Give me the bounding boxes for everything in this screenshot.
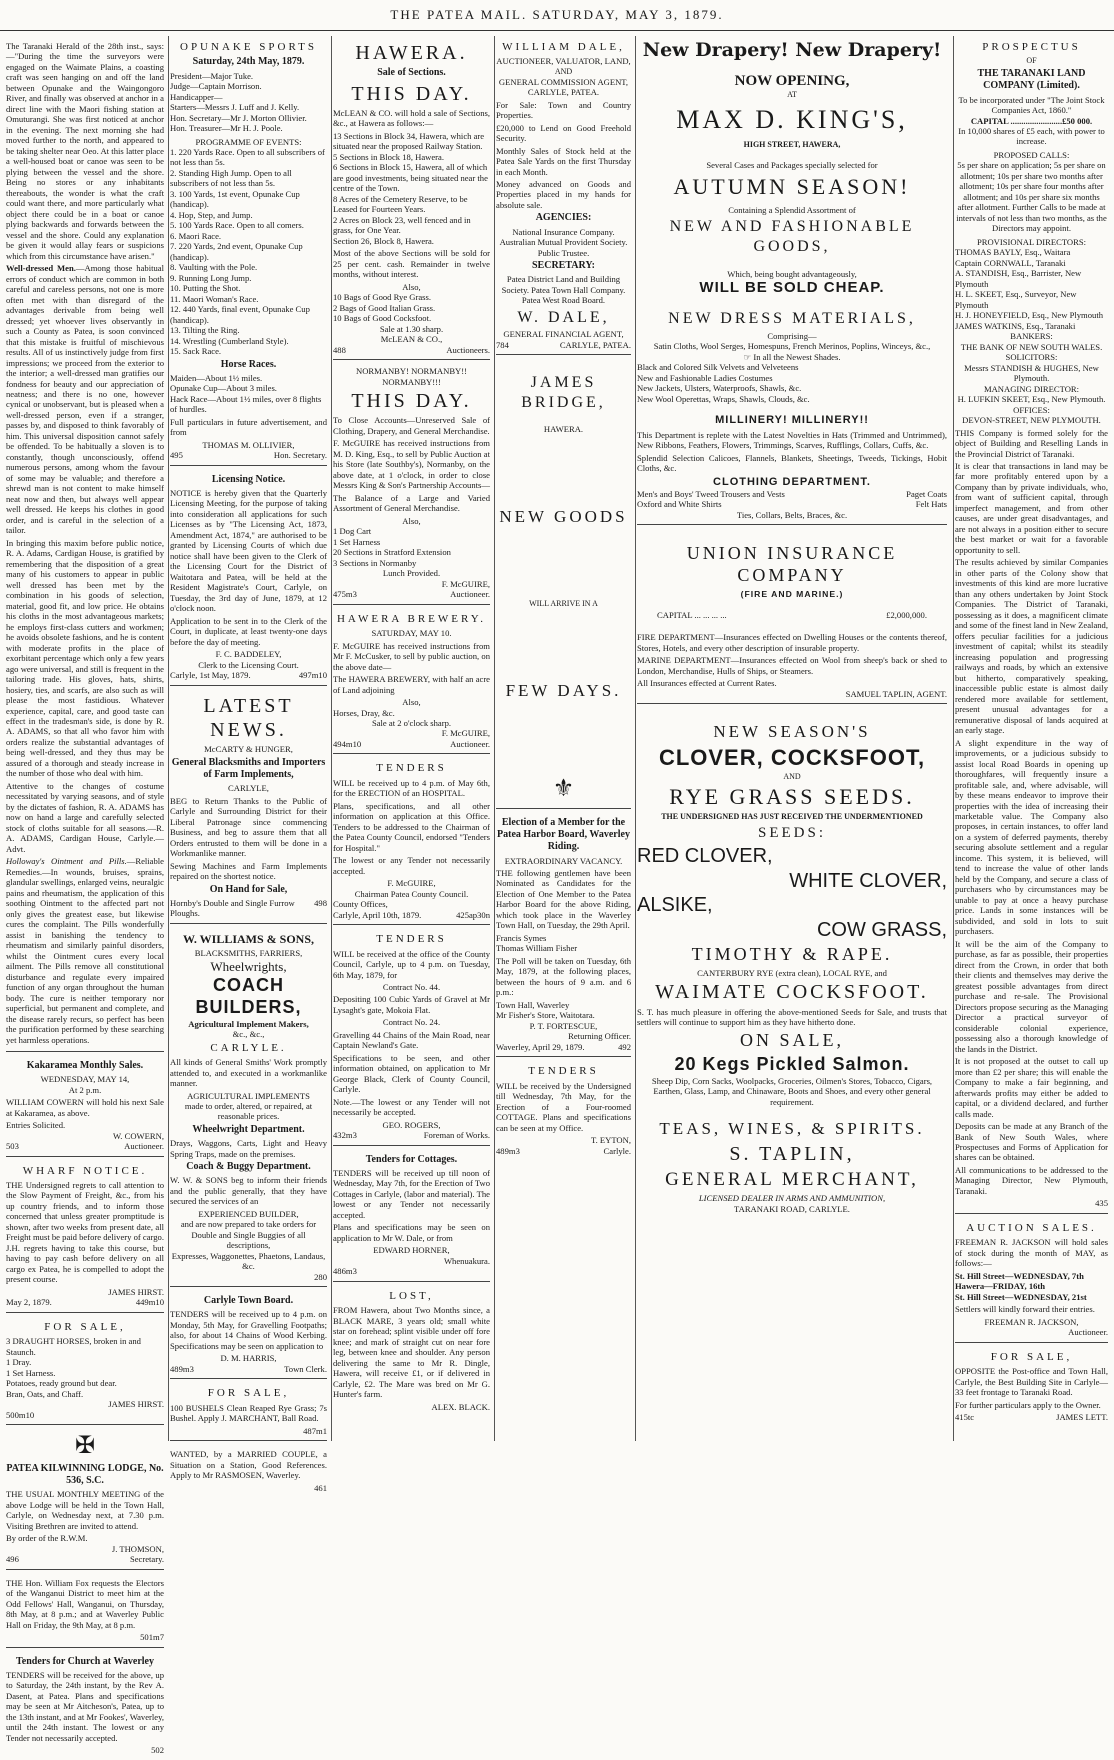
- hawera-brewery-ad: HAWERA BREWERY. SATURDAY, MAY 10. F. McGUIRE has received instructions from Mr F. McCusker, to sell by public auction, on the above date— The HAWERA BREWERY, with half an acre of Land adjoining Also, Horses, Dray, &c. Sale at 2 o'clock sharp. F. McGUIRE, 494m10 Auctioneer.: [333, 608, 490, 755]
- list-item: 3 DRAUGHT HORSES, broken in and Staunch.: [6, 1336, 141, 1357]
- kakaramea-sales-ad: Kakaramea Monthly Sales. WEDNESDAY, MAY 14, At 2 p.m. WILLIAM COWERN will hold his next Sale at Kakaramea, as above. Entries Solicited. W. COWERN, 503 Auctioneer.: [6, 1055, 164, 1157]
- ad-title: FOR SALE,: [207, 1387, 290, 1400]
- list-item: 1 Set Harness.: [6, 1367, 56, 1378]
- list-item: Starters—Messrs J. Luff and J. Kelly.: [170, 102, 300, 113]
- list-item: 7. 220 Yards, 2nd event, Opunake Cup (handicap).: [170, 241, 303, 262]
- ad-title: Tenders for Cottages.: [365, 1153, 458, 1165]
- column-6: [955, 36, 1108, 1441]
- list-item: 3 Sections in Normanby: [333, 557, 417, 568]
- list-item: Francis Symes: [496, 932, 547, 943]
- column-5: [637, 36, 954, 1441]
- william-dale-ad: WILLIAM DALE, AUCTIONEER, VALUATOR, LAND, AND GENERAL COMMISSION AGENT, CARLYLE, PATEA. For Sale: Town and Country Properties. £20,000 to Lend on Good Freehold Security. Monthly Sales of Stock held at the Patea Sale Yards on the first Thursday in each Month. Money advanced on Goods and Properties placed in my hands for absolute sale. AGENCIES: National Insurance Company. Australian Mutual Provident Society. Public Trustee. SECRETARY: Patea District Land and Building Society. Patea Town Hall Company. Patea West Road Board. W. DALE, GENERAL FINANCIAL AGENT, 784 CARLYLE, PATEA.: [496, 36, 631, 355]
- list-item: 12. 440 Yards, final event, Opunake Cup (handicap).: [170, 304, 310, 325]
- wanted-ad: WANTED, by a MARRIED COUPLE, a Situation on a Station, Good References. Apply to Mr RASMOSEN, Waverley. 461: [170, 1449, 327, 1493]
- list-item: Maiden—About 1½ miles.: [170, 372, 263, 383]
- list-item: Mr Fisher's Store, Waitotara.: [496, 1010, 595, 1021]
- sale-items: [6, 1336, 164, 1399]
- list-item: 1 Dog Cart: [333, 526, 372, 537]
- list-item: 2 Bags of Good Italian Grass.: [333, 302, 436, 313]
- list-item: 20 Sections in Stratford Extension: [333, 547, 451, 558]
- taplin-seeds-ad: NEW SEASON'S CLOVER, COCKSFOOT, AND RYE GRASS SEEDS. THE UNDERSIGNED HAS JUST RECEIVED THE UNDERMENTIONED SEEDS: RED CLOVER, WHITE CLOVER, ALSIKE, COW GRASS, TIMOTHY & RAPE. CANTERBURY RYE (extra clean), LOCAL RYE, and WAIMATE COCKSFOOT. S. T. has much pleasure in offering the above-mentioned Seeds for Sale, and trusts that settlers will continue to support him as they have hitherto done. ON SALE, 20 Kegs Pickled Salmon. Sheep Dip, Corn Sacks, Woolpacks, Groceries, Oilmen's Stores, Tobacco, Cigars, Earthen, Glass, Lamp, and Chinaware, Boots and Shoes, and every other general requirement. TEAS, WINES, & SPIRITS. S. TAPLIN, GENERAL MERCHANT, LICENSED DEALER IN ARMS AND AMMUNITION, TARANAKI ROAD, CARLYLE.: [637, 722, 947, 1214]
- max-king-drapery-ad: New Drapery! New Drapery! NOW OPENING, AT MAX D. KING'S, HIGH STREET, HAWERA, Several Cases and Packages specially selected for AUTUMN SEASON! Containing a Splendid Assortment of NEW AND FASHIONABLE GOODS, Which, being bought advantageously, WILL BE SOLD CHEAP. NEW DRESS MATERIALS, Comprising— Satin Cloths, Wool Serges, Homespuns, French Merinos, Poplins, Winceys, &c., ☞ In all the Newest Shades. Black and Colored Silk Velvets and Velveteens New and Fashionable Ladies Costumes New Jackets, Ulsters, Waterproofs, Shawls, &c. New Wool Operettas, Wraps, Shawls, Clouds, &c. MILLINERY! MILLINERY!! This Department is replete with the Latest Novelties in Hats (Trimmed and Untrimmed), New Ribbons, Feathers, Flowers, Trimmings, Scarves, Rufflings, Collars, Cuffs, &c. Splendid Selection Calicoes, Flannels, Blankets, Sheetings, Tweeds, Tickings, Hobit Cloths, &c. CLOTHING DEPARTMENT. Men's and Boys' Tweed Trousers and Vests Paget Coats Oxford and White Shirts Felt Hats Ties, Collars, Belts, Braces, &c.: [637, 36, 947, 525]
- list-item: 13 Sections in Block 34, Hawera, which are situated near the proposed Railway Station.: [333, 130, 485, 152]
- list-item: New Wool Operettas, Wraps, Shawls, Clouds, &c.: [637, 393, 810, 404]
- ad-title: UNION INSURANCE COMPANY: [686, 543, 898, 586]
- james-bridge-ad: JAMES BRIDGE, HAWERA. NEW GOODS WILL ARRIVE IN A FEW DAYS. ⚜: [496, 358, 631, 809]
- rye-grass-sale-ad: FOR SALE, 100 BUSHELS Clean Reaped Rye Grass; 7s Bushel. Apply J. MARCHANT, Ball Road. 487m1: [170, 1382, 327, 1441]
- horse-races-list: [170, 373, 327, 415]
- column-3: [333, 36, 495, 1441]
- ad-title: HAWERA BREWERY.: [336, 612, 487, 625]
- news-paragraph: Attentive to the changes of costume necessitated by varying seasons, and of style by the dictates of fashion, R. A. ADAMS has now on hand a large and carefully selected stock of cloths suitable for all seasons.—R. A. ADAMS, Cardigan House, Carlyle.—Advt.: [6, 780, 164, 854]
- list-item: 13. Tilting the Ring.: [170, 325, 240, 336]
- cottages-tenders-ad: Tenders for Cottages. TENDERS will be received up till noon of Wednesday, May 7th, for the Erection of Two Cottages in Carlyle, (labor and material). The lowest or any Tender not necessarily accepted. Plans and specifications may be seen on application to Mr W. Dale, or from EDWARD HORNER, Whenuakura. 486m3: [333, 1149, 490, 1282]
- list-item: President—Major Tuke.: [170, 70, 254, 81]
- ad-title: WILLIAM DALE,: [502, 41, 625, 53]
- ad-title: JAMES BRIDGE,: [521, 374, 606, 411]
- ad-title: Election of a Member for the Patea Harbor Board, Waverley Riding.: [497, 816, 630, 853]
- church-tenders-ad: Tenders for Church at Waverley TENDERS will be received for the above, up to Saturday, the 24th instant, by the Rev A. Dasent, at Patea. Plans and specifications may be seen at Mr Aitcheson's, Patea, up to the 13th instant, and at Mr Fookes', Waverley, until the 24th instant. The lowest or any Tender not necessarily accepted. 502: [6, 1655, 164, 1756]
- gravel-tenders-ad: TENDERS WILL be received at the office of the County Council, Carlyle, up to 4 p.m. on Tuesday, 6th May, 1879, for Contract No. 44. Depositing 100 Cubic Yards of Gravel at Mr Lysaght's gate, Mokoia Flat. Contract No. 24. Gravelling 44 Chains of the Main Road, near Captain Newland's Gate. Specifications to be seen, and other information obtained, on application to Mr George Black, Clerk of County Council, Carlyle. Note.—The lowest or any Tender will not necessarily be accepted. GEO. ROGERS, 432m3 Foreman of Works.: [333, 928, 490, 1146]
- union-insurance-ad: UNION INSURANCE COMPANY (FIRE AND MARINE.) CAPITAL ... ... ... ... £2,000,000. FIRE DEPARTMENT—Insurances effected on Dwelling Houses or the contents thereof, Stores, Hotels, and every other description of insurable property. MARINE DEPARTMENT—Insurances effected on Wool from sheep's back or shed to London, Merchandise, Hulls of Ships, or Steamers. All Insurances effected at Current Rates. SAMUEL TAPLIN, AGENT.: [637, 528, 947, 704]
- fox-notice-ad: THE Hon. William Fox requests the Electors of the Wanganui District to meet him at the Odd Fellows' Hall, Wanganui, on Thursday, 8th May, at 8 p.m.; and at Waverley Public Hall on Friday, the 9th May, at 8 p.m. 501m7: [6, 1573, 164, 1648]
- list-item: 1 Set Harness: [333, 536, 381, 547]
- licensing-notice-ad: Licensing Notice. NOTICE is hereby given that the Quarterly Licensing Meeting, for the purpose of taking into consideration all applications for such Licenses as by "The Licensing Act, 1873, Amendment Act, 1874," are authorised to be granted by Licensing Courts of which due notice shall have been given to the Clerk of the Licensing Court for the District of Waitotara and Patea, will be held at the Resident Magistrate's Court, Carlyle, on Tuesday, the 3rd day of June, 1879, at 12 o'clock noon. Application to be sent in to the Clerk of the Court, in duplicate, at least twenty-one days before the day of meeting. F. C. BADDELEY, Clerk to the Licensing Court. Carlyle, 1st May, 1879. 497m10: [170, 469, 327, 686]
- list-item: H. J. HONEYFIELD, Esq., New Plymouth: [955, 310, 1103, 321]
- ad-title: New Drapery! New Drapery!: [642, 39, 942, 61]
- harbor-board-election-ad: Election of a Member for the Patea Harbor Board, Waverley Riding. EXTRAORDINARY VACANCY. THE following gentlemen have been Nominated as Candidates for the Election of One Member to the Patea Harbor Board for the above Riding, which took place in the Waverley Town Hall, on Tuesday, the 29th April. Francis Symes Thomas William Fisher The Poll will be taken on Tuesday, 6th May, 1879, at the following places, between the hours of 9 a.m. and 6 p.m.: Town Hall, Waverley Mr Fisher's Store, Waitotara. P. T. FORTESCUE, Returning Officer. Waverley, April 29, 1879. 492: [496, 812, 631, 1057]
- dress-items-list: [637, 362, 947, 404]
- shield-emblem-icon: ⚜: [552, 775, 575, 802]
- list-item: Potatoes, ready ground but dear.: [6, 1378, 117, 1389]
- list-item: Hack Race—About 1½ miles, over 8 flights of hurdles.: [170, 393, 322, 415]
- list-item: 3. 100 Yards, 1st event, Opunake Cup (handicap).: [170, 188, 300, 210]
- news-paragraph: Well-dressed Men.—Among those habitual errors of conduct which are common in both careful and careless persons, not one is more often met with than disregard of the advantages derivable from being well dressed; yet whoever lives observantly in such a County as Patea, is soon convinced that this mistake is fruitful of mischievous results. All of us instinctively judge from first impressions; we proceed from the exterior to the interior; a well-dressed man gratifies our fondness for beauty and our appreciation of neatness; and there is no one, however cynical or unobservant, but is pleased when a well-dressed person, even if a stranger, passes by, and disposed to think favorably of him. This universal disposition cannot safely be offended. To be habitually a sloven is to constantly, though unconsciously, offend numerous persons, among whom the favour of some may be valuable; and therefore a shrewd man is not content to make himself neat now and then, but always well appear well dressed. He keeps his clothes in good order, and is careful in the selection of a tailor.: [6, 263, 164, 536]
- list-item: Black and Colored Silk Velvets and Velveteens: [637, 362, 799, 373]
- ad-title: Licensing Notice.: [211, 473, 286, 485]
- list-item: 15. Sack Race.: [170, 346, 222, 357]
- taranaki-land-prospectus: PROSPECTUS OF THE TARANAKI LAND COMPANY (Limited). To be incorporated under "The Joint Stock Companies Act, 1860." CAPITAL ........................£50 000. In 10,000 shares of £5 each, with power to increase. PROPOSED CALLS: 5s per share on application; 5s per share on allotment; 10s per share two months after allotment; 10s per share four months after allotment; and 10s per share six months after allotment. Further Calls to be made at intervals of not less than two months, as the Directors may appoint. PROVISIONAL DIRECTORS: THOMAS BAYLY, Esq., Waitara Captain CORNWALL, Taranaki A. STANDISH, Esq., Barrister, New Plymouth H. L. SKEET, Esq., Surveyor, New Plymouth H. J. HONEYFIELD, Esq., New Plymouth JAMES WATKINS, Esq., Taranaki BANKERS: THE BANK OF NEW SOUTH WALES. SOLICITORS: Messrs STANDISH & HUGHES, New Plymouth. MANAGING DIRECTOR: H. LUFKIN SKEET, Esq., New Plymouth. OFFICES: DEVON-STREET, NEW PLYMOUTH. THIS Company is formed solely for the object of Building and Reselling Lands in the Provincial District of Taranaki. It is clear that transactions in land may be far more profitably entered upon by a Company than by private individuals, who, from want of sufficient capital, through imperfect management, and from other causes, are under great disadvantages, and are not always in a position either to secure the best market or wait for a favorable opportunity to sell. The results achieved by similar Companies in other parts of the Colony show that investments of this kind are more lucrative than any others undertaken by Joint Stock Companies. The District of Taranaki, possessing as it does, a magnificent climate and some of the finest land in New Zealand, offers peculiar facilities for a judicious investment of capital; whilst its steadily increasing population and progressing railways and roads, by which an extensive but hitherto, comparatively speaking, inaccessible public estate is almost daily rendered more available for settlement, present unusual advantages for a remunerative disposal of lands acquired at an early stage. A slight expenditure in the way of improvements, or a judicious subsidy to assist local Road Boards in opening up thoroughfares, will frequently insure a profitable sale, and, where advisable, will by these means endeavor to improve their properties with the idea of increasing their marketable value. The Company also proposes, in certain instances, to offer land on a system of deferred payments, thereby securing absolute settlement and a regular income. This system, it is believed, will tend to increase the value of other lands held by the Company, and secure a class of purchasers who by circumstances may be unable to pay at once a heavy purchase price. Lands in some instances will be subdivided, and sold in lots to suit purchasers. It will be the aim of the Company to purchase, as far as possible, their properties direct from the Crown, in order that both their clients and themselves may derive the greatest possible advantages from direct purchase and re-sale. The Provisional Directors propose securing as the Managing Director a practical surveyor of considerable colonial experience, possessing also a thorough knowledge of the lands in the District. It is not proposed at the outset to call up more than £2 per share; this will enable the Company to make a fair beginning, and afterwards profits may either be added to capital, or a dividend declared, and further calls made. Deposits can be made at any Branch of the Bank of New South Wales, where Prospectuses and Forms of Application for shares can be obtained. All communications to be addressed to the Managing Director, New Plymouth, Taranaki. 435: [955, 36, 1108, 1214]
- ad-title: TENDERS: [376, 762, 447, 775]
- ad-title: LOST,: [389, 1289, 434, 1302]
- column-4: [496, 36, 636, 1441]
- list-item: Section 26, Block 8, Hawera.: [333, 235, 434, 246]
- list-item: 8. Vaulting with the Pole.: [170, 262, 258, 273]
- ad-title: PROSPECTUS: [982, 41, 1081, 53]
- ad-title: NORMANBY! NORMANBY!! NORMANBY!!!: [355, 366, 467, 387]
- ad-title: FOR SALE,: [990, 1350, 1073, 1363]
- ad-title: TENDERS: [376, 933, 447, 946]
- list-item: Bran, Oats, and Chaff.: [6, 1388, 84, 1399]
- list-item: 11. Maori Woman's Race.: [170, 293, 259, 304]
- ad-title: Tenders for Church at Waverley: [16, 1655, 154, 1667]
- column-1: [6, 36, 169, 1756]
- ad-title: HAWERA.: [355, 42, 468, 64]
- hawera-sections-ad: HAWERA. Sale of Sections. THIS DAY. McLEAN & CO. will hold a sale of Sections, &c., at Hawera as follows:— 13 Sections in Block 34, Hawera, which are situated near the proposed Railway Station. 5 Sections in Block 18, Hawera. 6 Sections in Block 15, Hawera, all of which are good investments, being situated near the centre of the Town. 8 Acres of the Cemetery Reserve, to be Leased for Fourteen Years. 2 Acres on Block 23, well fenced and in grass, for One Year. Section 26, Block 8, Hawera. Most of the above Sections will be sold for 25 per cent. cash. Remainder in twelve months, without interest. Also, 10 Bags of Good Rye Grass. 2 Bags of Good Italian Grass. 10 Bags of Good Cocksfoot. Sale at 1.30 sharp. McLEAN & CO., 488 Auctioneers.: [333, 36, 490, 360]
- cottage-tenders-ad: TENDERS WILL be received by the Undersigned till Wednesday, 7th May, for the Erection of a Four-roomed COTTAGE. Plans and specifications can be seen at my Office. T. EYTON, 489m3 Carlyle.: [496, 1065, 631, 1156]
- wharf-notice-ad: WHARF NOTICE. THE Undersigned regrets to call attention to the Slow Payment of Freight, &c., from his up country friends, and to inform those concerned that unless greater promptitude is shown, after two weeks from present date, all Freight must be paid before delivery of cargo. J.H. regrets having to take this course, but having to pay cash before delivery on all cargo ex Patea, he is compelled to adopt the present course. JAMES HIRST. May 2, 1879. 449m10: [6, 1160, 164, 1313]
- ad-title: OPUNAKE SPORTS: [180, 41, 317, 53]
- list-item: Hon. Secretary—Mr J. Morton Ollivier.: [170, 112, 307, 123]
- list-item: 14. Wrestling (Cumberland Style).: [170, 335, 289, 346]
- list-item: 8 Acres of the Cemetery Reserve, to be Leased for Fourteen Years.: [333, 193, 468, 215]
- horses-for-sale-ad: FOR SALE, 3 DRAUGHT HORSES, broken in and Staunch. 1 Dray. 1 Set Harness. Potatoes, ready ground but dear. Bran, Oats, and Chaff. JAMES HIRST. 500m10: [6, 1316, 164, 1425]
- list-item: 4. Hop, Step, and Jump.: [170, 209, 253, 220]
- building-site-sale-ad: FOR SALE, OPPOSITE the Post-office and Town Hall, Carlyle, the Best Building Site in Carlyle—33 feet frontage to Taranaki Road. For further particulars apply to the Owner. 415tc JAMES LETT.: [955, 1350, 1108, 1423]
- directors-list: [955, 247, 1108, 331]
- list-item: 6 Sections in Block 15, Hawera, all of which are good investments, being situated near the centre of the Town.: [333, 162, 488, 194]
- normanby-sale-ad: NORMANBY! NORMANBY!! NORMANBY!!! THIS DAY. To Close Accounts—Unreserved Sale of Clothing, Drapery, and General Merchandise. F. McGUIRE has received instructions from M. D. King, Esq., to sell by Public Auction at his Store (late Southby's), Normanby, on the above date, at 1 o'clock, in order to close Messrs King & Son's Partnership Accounts— The Balance of a Large and Varied Assortment of General Merchandise. Also, 1 Dog Cart 1 Set Harness 20 Sections in Stratford Extension 3 Sections in Normanby Lunch Provided. F. McGUIRE, 475m3 Auctioneer.: [333, 363, 490, 605]
- ad-title: NEW SEASON'S: [713, 722, 871, 742]
- list-item: Hon. Treasurer—Mr H. J. Poole.: [170, 123, 283, 134]
- list-item: Handicapper—: [170, 91, 223, 102]
- list-item: Opunake Cup—About 3 miles.: [170, 383, 277, 394]
- list-item: Captain CORNWALL, Taranaki: [955, 257, 1066, 268]
- officers-list: [170, 71, 327, 134]
- candidates-list: [496, 933, 631, 954]
- list-item: 2. Standing High Jump. Open to all subscribers of not less than 5s.: [170, 167, 292, 189]
- list-item: 10 Bags of Good Cocksfoot.: [333, 313, 432, 324]
- list-item: 6. Maori Race.: [170, 230, 222, 241]
- list-item: 9. Running Long Jump.: [170, 272, 252, 283]
- list-item: Thomas William Fisher: [496, 943, 578, 954]
- williams-sons-ad: W. WILLIAMS & SONS, BLACKSMITHS, FARRIERS, Wheelwrights, COACH BUILDERS, Agricultural Implement Makers, &c., &c., CARLYLE. All kinds of General Smiths' Work promptly attended to, and executed in a workmanlike manner. AGRICULTURAL IMPLEMENTS made to order, altered, or repaired, at reasonable prices. Wheelwright Department. Drays, Waggons, Carts, Light and Heavy Spring Traps, made on the premises. Coach & Buggy Department. W. W. & SONS beg to inform their friends and the public generally, that they have secured the services of an EXPERIENCED BUILDER, and are now prepared to take orders for Double and Single Buggies of all descriptions, Expresses, Waggonettes, Phaetons, Landaus, &c. 280: [170, 927, 327, 1287]
- list-item: 2 Acres on Block 23, well fenced and in grass, for One Year.: [333, 214, 471, 236]
- ad-title: AUCTION SALES.: [966, 1221, 1097, 1234]
- masonic-emblem-icon: ✠: [74, 1433, 96, 1460]
- hospital-tenders-ad: TENDERS WILL be received up to 4 p.m. of May 6th, for the ERECTION of an HOSPITAL. Plans, specifications, and all other information on application at this Office. Tenders to be addressed to the Chairman of the Patea County Council, endorsed "Tenders for Hospital." The lowest or any Tender not necessarily accepted. F. McGUIRE, Chairman Patea County Council. County Offices, Carlyle, April 10th, 1879. 425ap30n: [333, 757, 490, 925]
- list-item: THOMAS BAYLY, Esq., Waitara: [955, 247, 1071, 258]
- ad-title: TENDERS: [528, 1065, 599, 1078]
- news-paragraph: The Taranaki Herald of the 28th inst., says:—"During the time the surveyors were engaged on the Waimate Plains, a coasting craft was seen hanging on and off the land between Opunake and the Waingongoro River, and finally was observed at anchor in a direct line with the Maori fishing station at Omuturangi. She was first noticed at anchor in the evening. The next morning she had moved further to the north, and appeared to be taking shelter near Oeo. At this latter place a well-housed boat or canoe was seen to be plying between the vessel and the shore. Being no stores or any inhabitants thereabouts, the wonder is what the craft could want there, and more particularly what object there could be in a boat or canoe plying backwards and forwards between the vessel and the shore. Could any explanation be given it would allay fears or suspicions which from this circumstance have arisen.": [6, 41, 164, 261]
- opunake-sports-ad: OPUNAKE SPORTS Saturday, 24th May, 1879. President—Major Tuke. Judge—Captain Morrison. Handicapper— Starters—Messrs J. Luff and J. Kelly. Hon. Secretary—Mr J. Morton Ollivier. Hon. Treasurer—Mr H. J. Poole. PROGRAMME OF EVENTS: 1. 220 Yards Race. Open to all subscribers of not less than 5s. 2. Standing High Jump. Open to all subscribers of not less than 5s. 3. 100 Yards, 1st event, Opunake Cup (handicap). 4. Hop, Step, and Jump. 5. 100 Yards Race. Open to all comers. 6. Maori Race. 7. 220 Yards, 2nd event, Opunake Cup (handicap). 8. Vaulting with the Pole. 9. Running Long Jump. 10. Putting the Shot. 11. Maori Woman's Race. 12. 440 Yards, final event, Opunake Cup (handicap). 13. Tilting the Ring. 14. Wrestling (Cumberland Style). 15. Sack Race. Horse Races. Maiden—About 1½ miles. Opunake Cup—About 3 miles. Hack Race—About 1½ miles, over 8 flights of hurdles. Full particulars in future advertisement, and from THOMAS M. OLLIVIER, 495 Hon. Secretary.: [170, 36, 327, 466]
- list-item: 5. 100 Yards Race. Open to all comers.: [170, 220, 304, 231]
- ad-title: WHARF NOTICE.: [22, 1164, 148, 1177]
- ad-title: PATEA KILWINNING LODGE, No. 536, S.C.: [6, 1463, 164, 1487]
- news-block: [6, 36, 164, 1052]
- list-item: H. L. SKEET, Esq., Surveyor, New Plymouth: [955, 289, 1077, 310]
- list-item: Judge—Captain Morrison.: [170, 81, 262, 92]
- items-list: [333, 526, 490, 568]
- ad-title: Kakaramea Monthly Sales.: [26, 1060, 144, 1072]
- ad-title: W. WILLIAMS & SONS,: [182, 931, 315, 946]
- auction-sales-ad: AUCTION SALES. FREEMAN R. JACKSON will hold sales of stock during the month of MAY, as follows:— St. Hill Street—WEDNESDAY, 7th Hawera—FRIDAY, 16th St. Hill Street—WEDNESDAY, 21st Settlers will kindly forward their entries. FREEMAN R. JACKSON, Auctioneer.: [955, 1217, 1108, 1343]
- latest-news-ad: LATEST NEWS. McCARTY & HUNGER, General Blacksmiths and Importers of Farm Implements, CARLYLE, BEG to Return Thanks to the Public of Carlyle and Surrounding District for their Liberal Patronage since commencing Business, and beg to assure them that all Orders entrusted to them will be done in a Workmanlike manner. Sewing Machines and Farm Implements repaired on the shortest notice. On Hand for Sale, Hornby's Double and Single Furrow Ploughs. 498: [170, 689, 327, 924]
- polling-places-list: [496, 1000, 631, 1021]
- list-item: 5 Sections in Block 18, Hawera.: [333, 151, 444, 162]
- list-item: New Jackets, Ulsters, Waterproofs, Shawls, &c.: [637, 383, 802, 394]
- list-item: 1. 220 Yards Race. Open to all subscribers of not less than 5s.: [170, 146, 325, 168]
- ad-title: Carlyle Town Board.: [203, 1295, 294, 1307]
- list-item: JAMES WATKINS, Esq., Taranaki: [955, 320, 1076, 331]
- lost-mare-ad: LOST, FROM Hawera, about Two Months since, a BLACK MARE, 3 years old; small white star on forehead; splint visible under off fore knee; and mark of straight cut on near fore leg, between knee and shoulder. Any person delivering the same to Mr R. Dingle, Hawera, will receive £1, or if delivered in Carlyle, £2. The Mare was bred on Mr G. Hunter's farm. ALEX. BLACK.: [333, 1289, 490, 1412]
- ad-title: LATEST NEWS.: [203, 694, 294, 742]
- news-paragraph: In bringing this maxim before public notice, R. A. Adams, Cardigan House, is gratified by remembering that the disposition of a great many of his customers to appear in public well dressed has been met by the combination in his goods of selection, material, good fit, and low price. He obtains his cloths in the most advantageous markets; he employs first-class cutters and workmen; he avoids obsolete fashions, and he is content with moderate profits in the place of exorbitant percentage which only a few years ago were universal, and still is frequent in the tailoring trade. His gloves, hats, shirts, hosiery, ties, and scarfs, are also such as will please the most fastidious. Whatever experience, capital, care, and good taste can effect in the tradesman's side, is done by R. A. ADAMS, so that all who favor him with orders realize the substantial advantages of being well-dressed, and they thus may be assured of a thorough and steady increase in the number of those who deal with him.: [6, 537, 164, 779]
- list-item: New and Fashionable Ladies Costumes: [637, 372, 773, 383]
- column-2: [170, 36, 332, 1493]
- lodge-ad: ✠ PATEA KILWINNING LODGE, No. 536, S.C. THE USUAL MONTHLY MEETING of the above Lodge will be held in the Town Hall, Carlyle, on Wednesday next, at 7.30 p.m. Visiting Brethren are invited to attend. By order of the R.W.M. J. THOMSON, 496 Secretary.: [6, 1428, 164, 1570]
- masthead: THE PATEA MAIL. SATURDAY, MAY 3, 1879.: [0, 0, 1114, 31]
- list-item: Town Hall, Waverley: [496, 999, 570, 1010]
- list-item: 1 Dray.: [6, 1357, 32, 1368]
- carlyle-town-board-ad: Carlyle Town Board. TENDERS will be received up to 4 p.m. on Monday, 5th May, for Gravelling Footpaths; also, for about 14 Chains of Wood Kerbing. Specifications may be seen on application to D. M. HARRIS, 489m3 Town Clerk.: [170, 1290, 327, 1379]
- sections-list: [333, 131, 490, 246]
- bags-list: [333, 292, 490, 323]
- list-item: 10. Putting the Shot.: [170, 283, 241, 294]
- list-item: 10 Bags of Good Rye Grass.: [333, 292, 431, 303]
- ad-title: FOR SALE,: [44, 1320, 126, 1333]
- news-paragraph: Holloway's Ointment and Pills.—Reliable Remedies.—In wounds, bruises, sprains, glandular swellings, enlarged veins, neuralgic pains and rheumatism, the application of this soothing Ointment to the affected part not only gives the greatest ease, but likewise cures the complaint. The Pills wonderfully assist in banishing the tendency to rheumatism and similarly painful disorders, whilst the Ointment cures every local ailment. The Pills remove all constitutional disturbance and regulate every impaired function of any organ throughout the human body. The cure is neither temporary nor superficial, but permanent and complete, and the disease rarely recurs, so perfect has been the purification performed by these searching yet harmless operations.: [6, 856, 164, 1045]
- events-list: [170, 147, 327, 357]
- list-item: A. STANDISH, Esq., Barrister, New Plymouth: [955, 268, 1082, 289]
